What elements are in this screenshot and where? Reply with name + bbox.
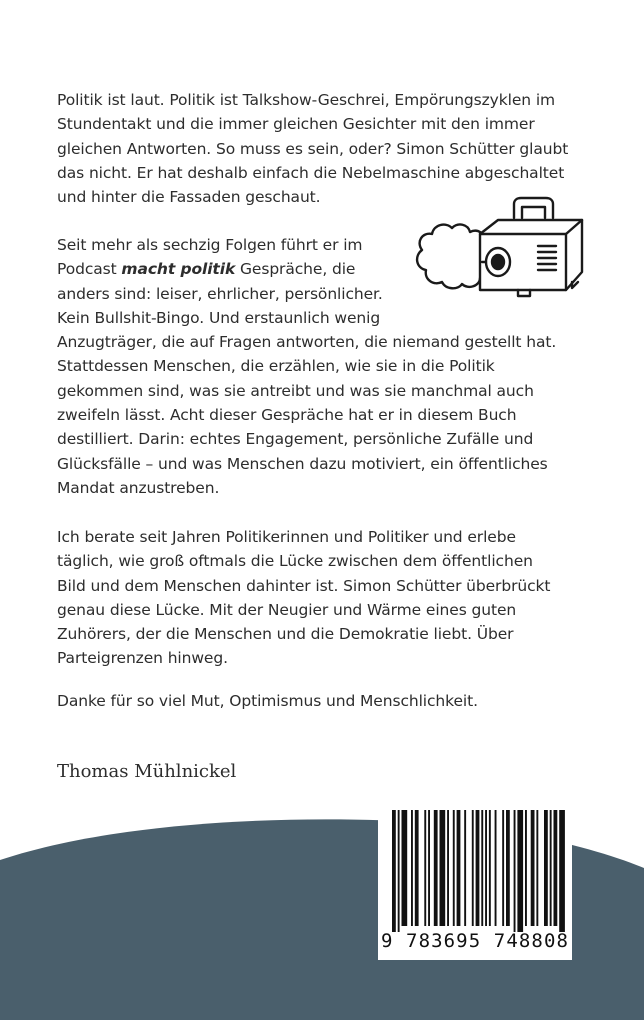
barcode-bar xyxy=(440,810,446,926)
barcode-bar xyxy=(495,810,497,926)
barcode-bar xyxy=(453,810,455,926)
barcode-bar xyxy=(457,810,461,926)
paragraph-thanks: Danke für so viel Mut, Optimismus und Menschlichkeit. xyxy=(57,692,478,710)
barcode-bar xyxy=(525,810,527,926)
isbn-barcode xyxy=(378,804,572,960)
barcode-bar xyxy=(531,810,535,926)
barcode-bar xyxy=(415,810,419,926)
barcode-bar xyxy=(502,810,504,926)
fog-machine-icon xyxy=(406,190,592,308)
barcode-bar xyxy=(424,810,426,926)
barcode-bar xyxy=(536,810,538,926)
paragraph-intro: Politik ist laut. Politik ist Talkshow-Geschrei, Empörungszyklen im Stundentakt und die immer gleichen Gesichter mit den immer gleichen Antworten. So muss es sein, oder? Simon Schütter glaubt das nicht. Er hat deshalb einfach die Nebelmaschine abgeschaltet und hinter die Fassaden geschaut. xyxy=(57,91,569,207)
barcode-bar xyxy=(489,810,491,926)
barcode-bar xyxy=(506,810,510,926)
barcode-bar xyxy=(402,810,408,926)
barcode-bars xyxy=(378,804,572,934)
paragraph-endorsement: Ich berate seit Jahren Politikerinnen und Politiker und erlebe täglich, wie groß oftmals die Lücke zwischen dem öffentlichen Bild und dem Menschen dahinter ist. Simon Schütter überbrückt genau diese Lücke. Mit der Neugier und Wärme eines guten Zuhörers, der die Menschen und die Demokratie liebt. Über Parteigrenzen hinweg. xyxy=(57,528,551,668)
barcode-bar xyxy=(476,810,480,926)
barcode-bar xyxy=(472,810,474,926)
barcode-bar xyxy=(517,810,523,932)
isbn-number: 9 783695 748808 xyxy=(380,930,570,952)
barcode-bar xyxy=(447,810,449,926)
barcode-bar xyxy=(464,810,466,926)
barcode-bar xyxy=(428,810,430,926)
barcode-bar xyxy=(554,810,558,926)
barcode-bar xyxy=(434,810,438,926)
paragraph-podcast: Seit mehr als sechzig Folgen führt er im Podcast macht politik Gespräche, die anders sind: leiser, ehrlicher, persönlicher. Kein Bullshit-Bingo. Und erstaunlich wenig Anzugträger, die auf Fragen antworten, die niemand gestellt hat. Stattdessen Menschen, die erzählen, wie sie in die Politik gekommen sind, was sie antreibt und was sie manchmal auch zweifeln lässt. Acht dieser Gespräche hat er in diesem Buch destilliert. Darin: echtes Engagement, persönliche Zufälle und Glücksfälle – und was Menschen dazu motiviert, ein öffentliches Mandat anzustreben. xyxy=(57,236,557,497)
barcode-bar xyxy=(481,810,483,926)
barcode-bar xyxy=(559,810,565,932)
barcode-bar xyxy=(411,810,413,926)
barcode-bar xyxy=(392,810,396,932)
endorser-signature: Thomas Mühlnickel xyxy=(57,761,237,782)
barcode-bar xyxy=(398,810,400,932)
barcode-bar xyxy=(514,810,516,932)
barcode-bar xyxy=(544,810,548,926)
barcode-bar xyxy=(550,810,552,926)
podcast-name: macht politik xyxy=(121,260,236,279)
barcode-bar xyxy=(485,810,487,926)
